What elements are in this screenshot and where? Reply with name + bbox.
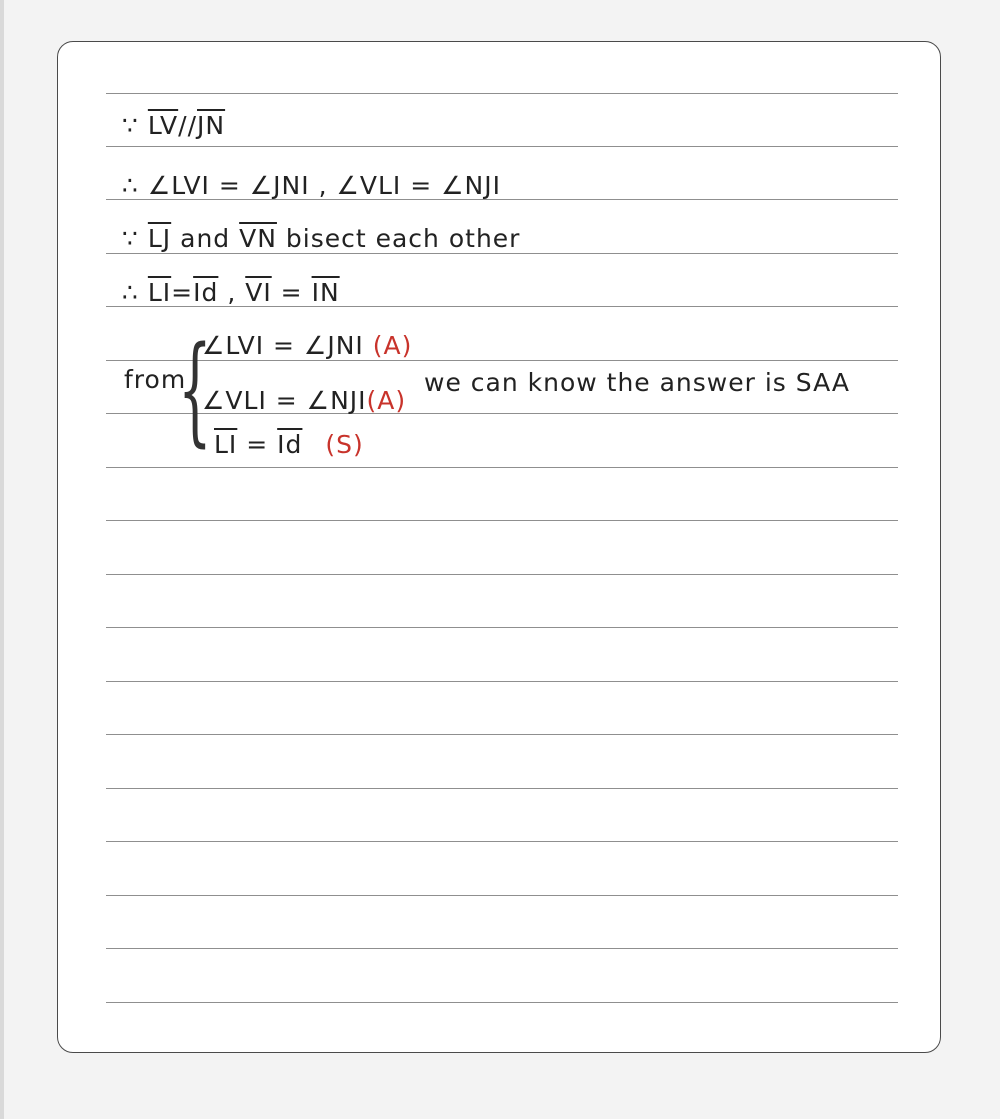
ruled-line: [106, 93, 898, 94]
handwritten-line-3: [122, 224, 520, 253]
handwritten-line-1: [122, 111, 225, 140]
ruled-line: [106, 253, 898, 254]
ruled-line: [106, 360, 898, 361]
ruled-line: [106, 627, 898, 628]
therefore-symbol: ∴: [122, 278, 139, 307]
ruled-line: [106, 520, 898, 521]
segment-vn: $\overline{VN}$: [239, 224, 277, 253]
annotation-s: (S): [325, 430, 364, 459]
segment-lj: $\overline{LJ}$: [147, 224, 172, 253]
ruled-line: [106, 734, 898, 735]
segment-id: $\overline{Id}$: [193, 278, 219, 307]
ruled-line: [106, 1002, 898, 1003]
ruled-line: [106, 574, 898, 575]
separator: ,: [227, 278, 237, 307]
equals-sign: =: [280, 278, 303, 307]
segment-lv: $\overline{LV}$: [147, 111, 179, 140]
left-brace: {: [178, 320, 212, 458]
system-row-2: [202, 386, 406, 415]
annotation-a-1: (A): [372, 331, 413, 360]
handwritten-line-2: ∴ ∠LVI = ∠JNI , ∠VLI = ∠NJI: [122, 171, 501, 200]
segment-jn: $\overline{JN}$: [197, 111, 226, 140]
segment-vi: $\overline{VI}$: [245, 278, 272, 307]
system-row-3: [214, 430, 364, 459]
annotation-a-2: (A): [366, 386, 407, 415]
ruled-line: [106, 146, 898, 147]
statement-text: bisect each other: [285, 224, 521, 253]
ruled-line: [106, 788, 898, 789]
parallel-symbol: //: [178, 111, 198, 140]
system-row-1: [202, 331, 412, 360]
equals-sign: =: [246, 430, 269, 459]
ruled-line: [106, 841, 898, 842]
ruled-line: [106, 948, 898, 949]
system-row-2-text: ∠VLI = ∠NJI: [202, 386, 367, 415]
segment-li: $\overline{LI}$: [147, 278, 172, 307]
ruled-line: [106, 895, 898, 896]
from-label: from: [124, 365, 187, 394]
because-symbol: ∵: [122, 224, 139, 253]
conclusion-text: we can know the answer is SAA: [424, 368, 851, 397]
connector-text: and: [180, 224, 231, 253]
segment-li: $\overline{LI}$: [214, 430, 238, 459]
left-edge-bar: [0, 0, 4, 1119]
equals-sign: =: [171, 278, 194, 307]
handwritten-line-4: [122, 278, 340, 307]
segment-in: $\overline{IN}$: [311, 278, 340, 307]
because-symbol: ∵: [122, 111, 139, 140]
system-row-1-text: ∠LVI = ∠JNI: [202, 331, 364, 360]
segment-id: $\overline{Id}$: [277, 430, 303, 459]
ruled-line: [106, 467, 898, 468]
ruled-line: [106, 681, 898, 682]
